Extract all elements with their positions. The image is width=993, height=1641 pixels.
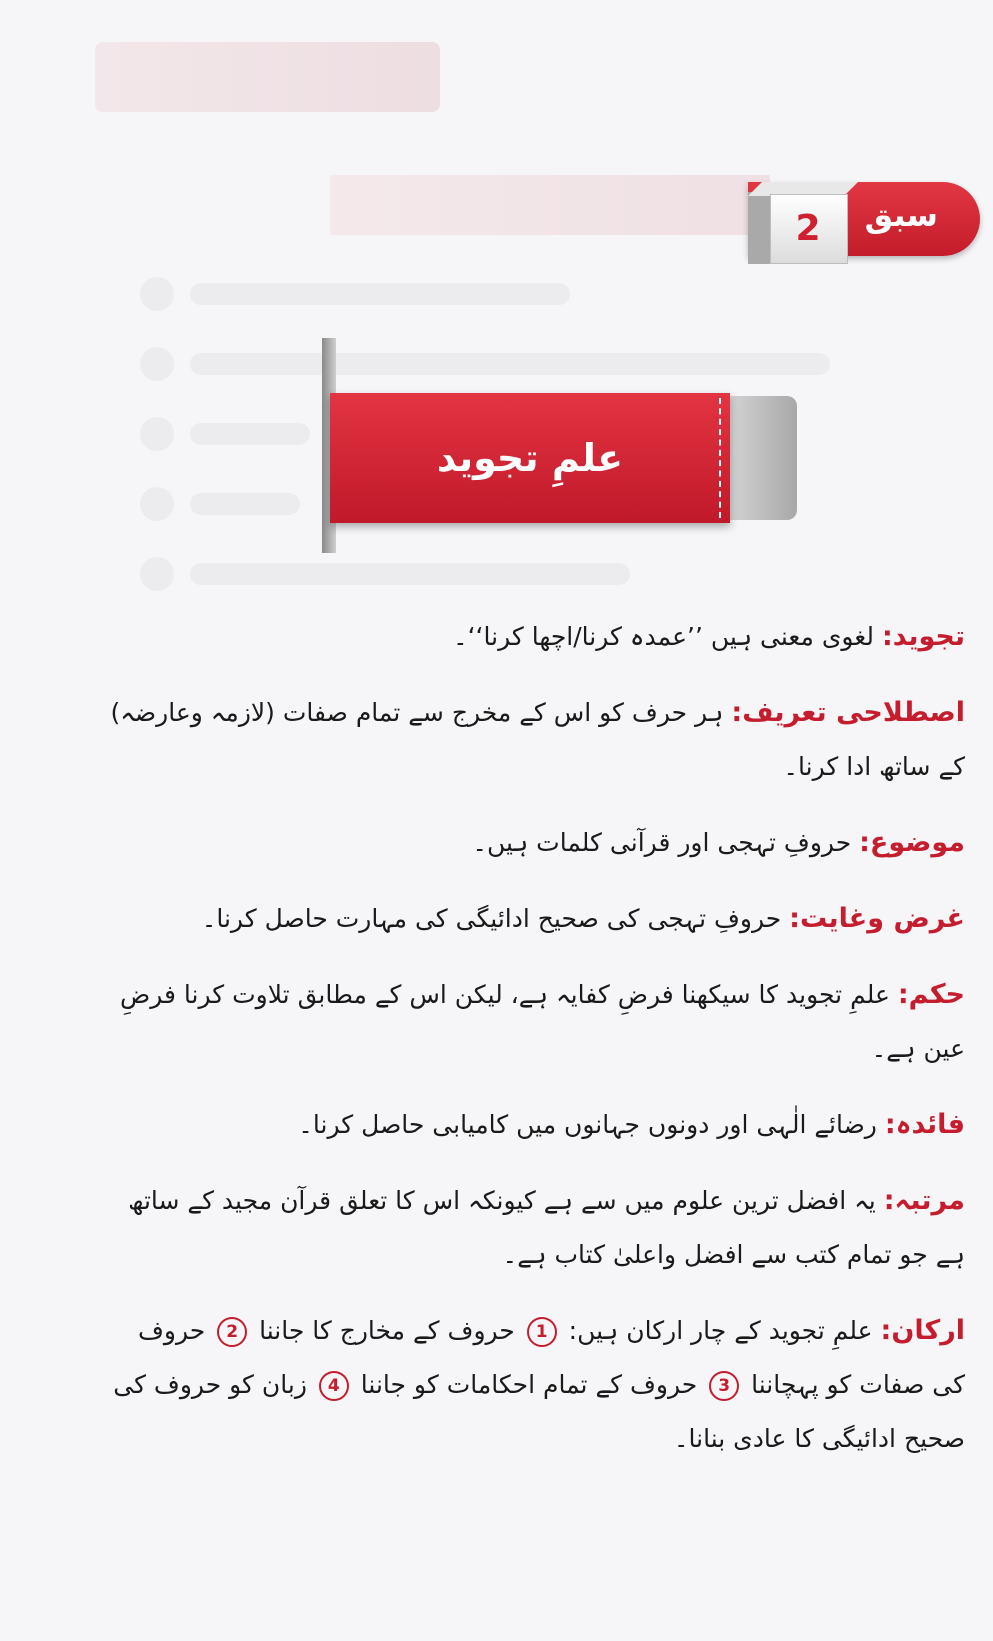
bleed-through-band [330,175,770,235]
bleed-through-mark [140,557,174,591]
bleed-through-mark [140,417,174,451]
definition-text: ہر حرف کو اس کے مخرج سے تمام صفات (لازمہ وعارضہ) کے ساتھ ادا کرنا۔ [110,698,965,781]
page-title: علمِ تجوید [436,436,624,480]
definition-text: حروفِ تہجی کی صحیح ادائیگی کی مہارت حاصل کرنا۔ [201,904,790,933]
circled-number: 1 [527,1317,557,1347]
bleed-through-header [95,42,440,112]
lesson-label: سبق [864,196,938,234]
term-label: مرتبہ: [883,1185,965,1216]
bleed-through-mark [140,487,174,521]
arkan-intro: علمِ تجوید کے چار ارکان ہیں: [560,1316,881,1345]
bleed-through-line [190,423,310,445]
term-label: موضوع: [859,827,965,858]
bleed-through-line [190,283,570,305]
bleed-through-mark [140,347,174,381]
definitions-list [105,610,965,1488]
lesson-number: 2 [795,207,821,249]
definition-gharz [105,892,965,946]
term-label: حکم: [897,979,965,1010]
arkan-item-text: حروف کی صفات کو پہچاننا [137,1316,965,1399]
arkan-item-text: حروف کے مخارج کا جاننا [251,1316,523,1345]
definition-istilahi [105,686,965,794]
cube-side [748,192,770,264]
definition-martaba [105,1174,965,1282]
definition-text: لغوی معنی ہیں ’’عمدہ کرنا/اچھا کرنا‘‘۔ [452,622,882,651]
arkan-item-text: حروف کے تمام احکامات کو جاننا [352,1370,706,1399]
term-label: ارکان: [880,1315,965,1346]
title-ribbon [322,338,732,553]
definition-text: یہ افضل ترین علوم میں سے ہے کیونکہ اس کا تعلق قرآن مجید کے ساتھ ہے جو تمام کتب سے افضل واعلیٰ کتاب ہے۔ [128,1186,965,1269]
definition-text: رضائے الٰہی اور دونوں جہانوں میں کامیابی حاصل کرنا۔ [298,1110,885,1139]
definition-hukm [105,968,965,1076]
circled-number: 4 [319,1371,349,1401]
definition-text: حروفِ تہجی اور قرآنی کلمات ہیں۔ [472,828,860,857]
term-label: غرض وغایت: [789,903,965,934]
term-label: اصطلاحی تعریف: [731,697,965,728]
term-label: فائدہ: [884,1109,965,1140]
bleed-through-mark [140,277,174,311]
ribbon-tab [722,396,797,520]
definition-text: علمِ تجوید کا سیکھنا فرضِ کفایہ ہے، لیکن اس کے مطابق تلاوت کرنا فرضِ عین ہے۔ [120,980,965,1063]
definition-faida [105,1098,965,1152]
circled-number: 2 [217,1317,247,1347]
definition-mauzoo [105,816,965,870]
term-label: تجوید: [881,621,965,652]
circled-number: 3 [709,1371,739,1401]
definition-tajweed [105,610,965,664]
bleed-through-line [190,493,300,515]
arkan-item-text: زبان کو حروف کی صحیح ادائیگی کا عادی بنانا۔ [113,1370,965,1453]
bleed-through-line [190,563,630,585]
lesson-number-cube [748,182,848,270]
definition-arkan [105,1304,965,1466]
